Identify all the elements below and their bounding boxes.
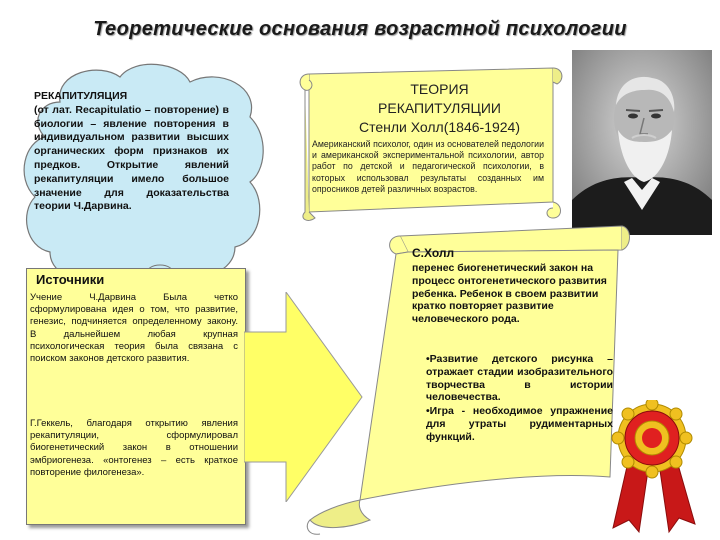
page-title: Теоретические основания возрастной психологии (93, 18, 627, 40)
hall-biography: Американский психолог, один из основателей педологии и американской экспериментальной психологии, автор работ по детской и педагогической психологии, в которых использовал результаты созданных им опросников детей различных возрастов. (312, 139, 544, 194)
theory-title (322, 80, 557, 137)
recapitulation-text: (от лат. Recapitulatio – повторение) в биологии – явление повторения в индивидуальном развитии высших органических форм признаков их предков. Открытие явлений рекапитуляции имело большое значение для доказательства теории Ч.Дарвина. (34, 103, 229, 213)
award-rosette-icon (605, 400, 700, 535)
recapitulation-definition (34, 90, 229, 214)
hall-intro: перенес биогенетический закон на процесс онтогенетического развития ребенка. Ребенок в своем развитии кратко повторяет развитие человеческого рода. (412, 262, 607, 326)
sources-haeckel-text: Г.Геккель, благодаря открытию явления рекапитуляции, сформулировал биогенетический закон в отношении эмбриогенеза. «онтогенез – есть краткое повторение филогенеза». (30, 418, 238, 478)
sources-title: Источники (36, 272, 105, 287)
hall-title: С.Холл (412, 246, 455, 260)
theory-title-line1: ТЕОРИЯ (410, 81, 469, 97)
theory-title-line3: Стенли Холл(1846-1924) (358, 119, 521, 135)
sources-darwin-text: Учение Ч.Дарвина Была четко сформулирована идея о том, что развитие, генезис, подчиняется определенному закону. В дальнейшем любая крупная психологическая теория была связана с поиском законов детского развития. (30, 292, 238, 365)
hall-bullet-drawing: •Развитие детского рисунка – отражает стадии изобразительного творчества в истории человечества. (426, 353, 613, 404)
recapitulation-heading: РЕКАПИТУЛЯЦИЯ (34, 90, 128, 102)
stanley-hall-portrait (572, 50, 712, 235)
hall-bullet-play: •Игра - необходимое упражнение для утраты рудиментарных функций. (426, 405, 613, 443)
theory-title-line2: РЕКАПИТУЛЯЦИИ (378, 100, 501, 116)
